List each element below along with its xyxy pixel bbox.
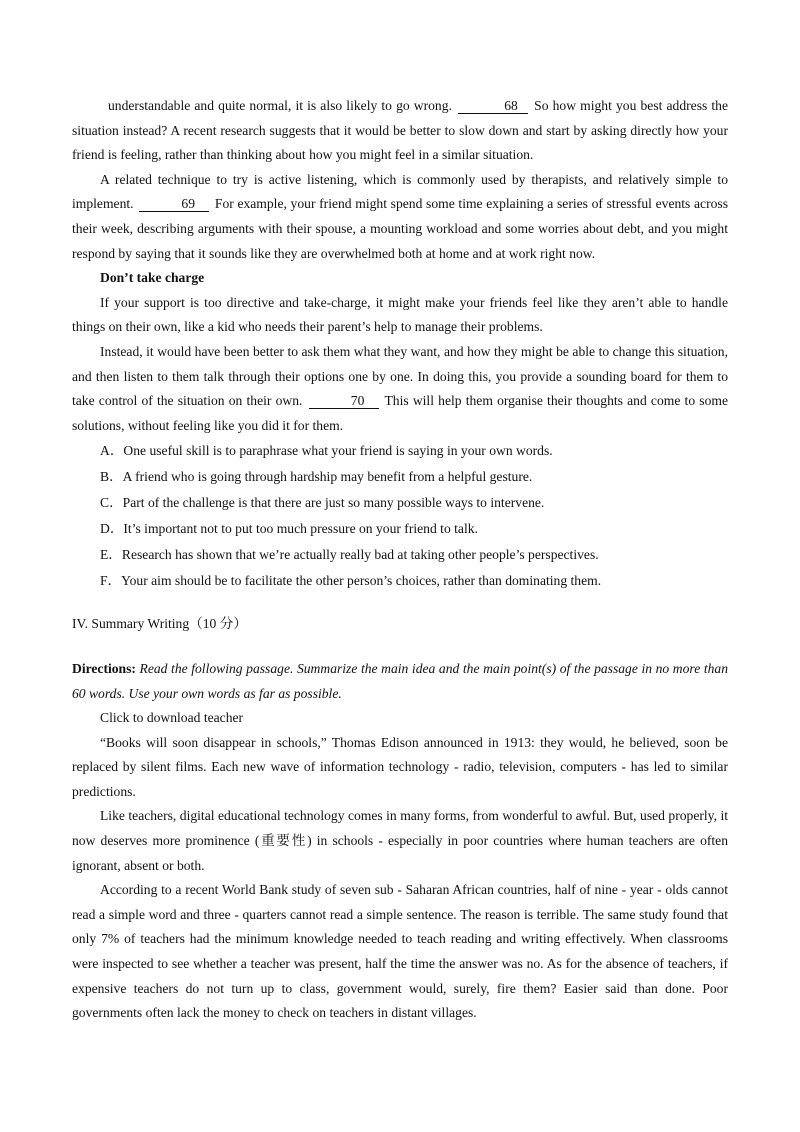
section-heading: Don’t take charge	[100, 270, 205, 286]
option-e: E．Research has shown that we’re actually really bad at taking other people’s perspectives.	[100, 547, 599, 563]
option-b: B．A friend who is going through hardship may benefit from a helpful gesture.	[100, 469, 533, 485]
paragraph-text: Instead, it would have been better to ask them what they want, and how they might be able to change this situation, and then listen to them talk through their options one by one. In doing this, you provide a sounding board for them to take control of the situation on their own.	[72, 343, 728, 409]
options-list	[72, 438, 728, 594]
directions	[72, 657, 728, 706]
paragraph-text: This will help them organise their thoughts and come to some solutions, without feeling like you did it for them.	[72, 393, 728, 433]
blank-69: 69	[139, 196, 209, 212]
document-page	[72, 94, 728, 1026]
section-title: IV. Summary Writing（10 分）	[72, 616, 247, 632]
passage-paragraph-3: If your support is too directive and take-charge, it might make your friends feel like they aren’t able to handle things on their own, like a kid who needs their parent’s help to manage their problems.	[72, 294, 728, 335]
download-note: Click to download teacher	[100, 710, 244, 726]
passage-paragraph-2	[72, 168, 728, 266]
paragraph-text: A related technique to try is active listening, which is commonly used by therapists, and relatively simple to implement.	[72, 171, 728, 212]
summary-paragraph-2: Like teachers, digital educational technology comes in many forms, from wonderful to awful. But, used properly, it now deserves more prominence (重要性) in schools - especially in poor countries where human teachers are often ignorant, absent or both.	[72, 808, 728, 873]
option-d: D．It’s important not to put too much pressure on your friend to talk.	[100, 521, 478, 537]
option-c: C．Part of the challenge is that there are just so many possible ways to intervene.	[100, 495, 545, 511]
paragraph-text: So how might you best address the situation instead? A recent research suggests that it would be better to slow down and start by asking directly how your friend is feeling, rather than thinking about how you might feel in a similar situation.	[72, 98, 728, 163]
option-a: A．One useful skill is to paraphrase what your friend is saying in your own words.	[100, 443, 553, 459]
passage-paragraph-1	[72, 94, 728, 168]
blank-70: 70	[309, 393, 379, 409]
paragraph-text: understandable and quite normal, it is also likely to go wrong.	[108, 98, 452, 113]
summary-paragraph-3: According to a recent World Bank study of seven sub - Saharan African countries, half of nine - year - olds cannot read a simple word and three - quarters cannot read a simple sentence. The reason is terrible. The same study found that only 7% of teachers had the minimum knowledge needed to teach reading and writing effectively. When classrooms were inspected to see whether a teacher was present, half the time the answer was no. As for the absence of teachers, if expensive teachers do not turn up to class, government would, surely, fire them? Easier said than done. Poor governments often lack the money to check on teachers in distant villages.	[72, 882, 728, 1021]
summary-paragraph-1: “Books will soon disappear in schools,” Thomas Edison announced in 1913: they would, he believed, soon be replaced by silent films. Each new wave of information technology - radio, television, computers - has led to similar predictions.	[72, 734, 728, 799]
paragraph-text: For example, your friend might spend some time explaining a series of stressful events across their week, describing arguments with their spouse, a mounting workload and some worries about debt, and you might respond by saying that it sounds like they are overwhelmed both at home and at work right now.	[72, 196, 728, 261]
blank-68: 68	[458, 98, 528, 114]
option-f: F．Your aim should be to facilitate the other person’s choices, rather than dominating them.	[100, 573, 602, 589]
directions-text: Read the following passage. Summarize the main idea and the main point(s) of the passage in no more than 60 words. Use your own words as far as possible.	[72, 660, 728, 701]
directions-label: Directions:	[72, 660, 136, 676]
passage-paragraph-4	[72, 340, 728, 438]
